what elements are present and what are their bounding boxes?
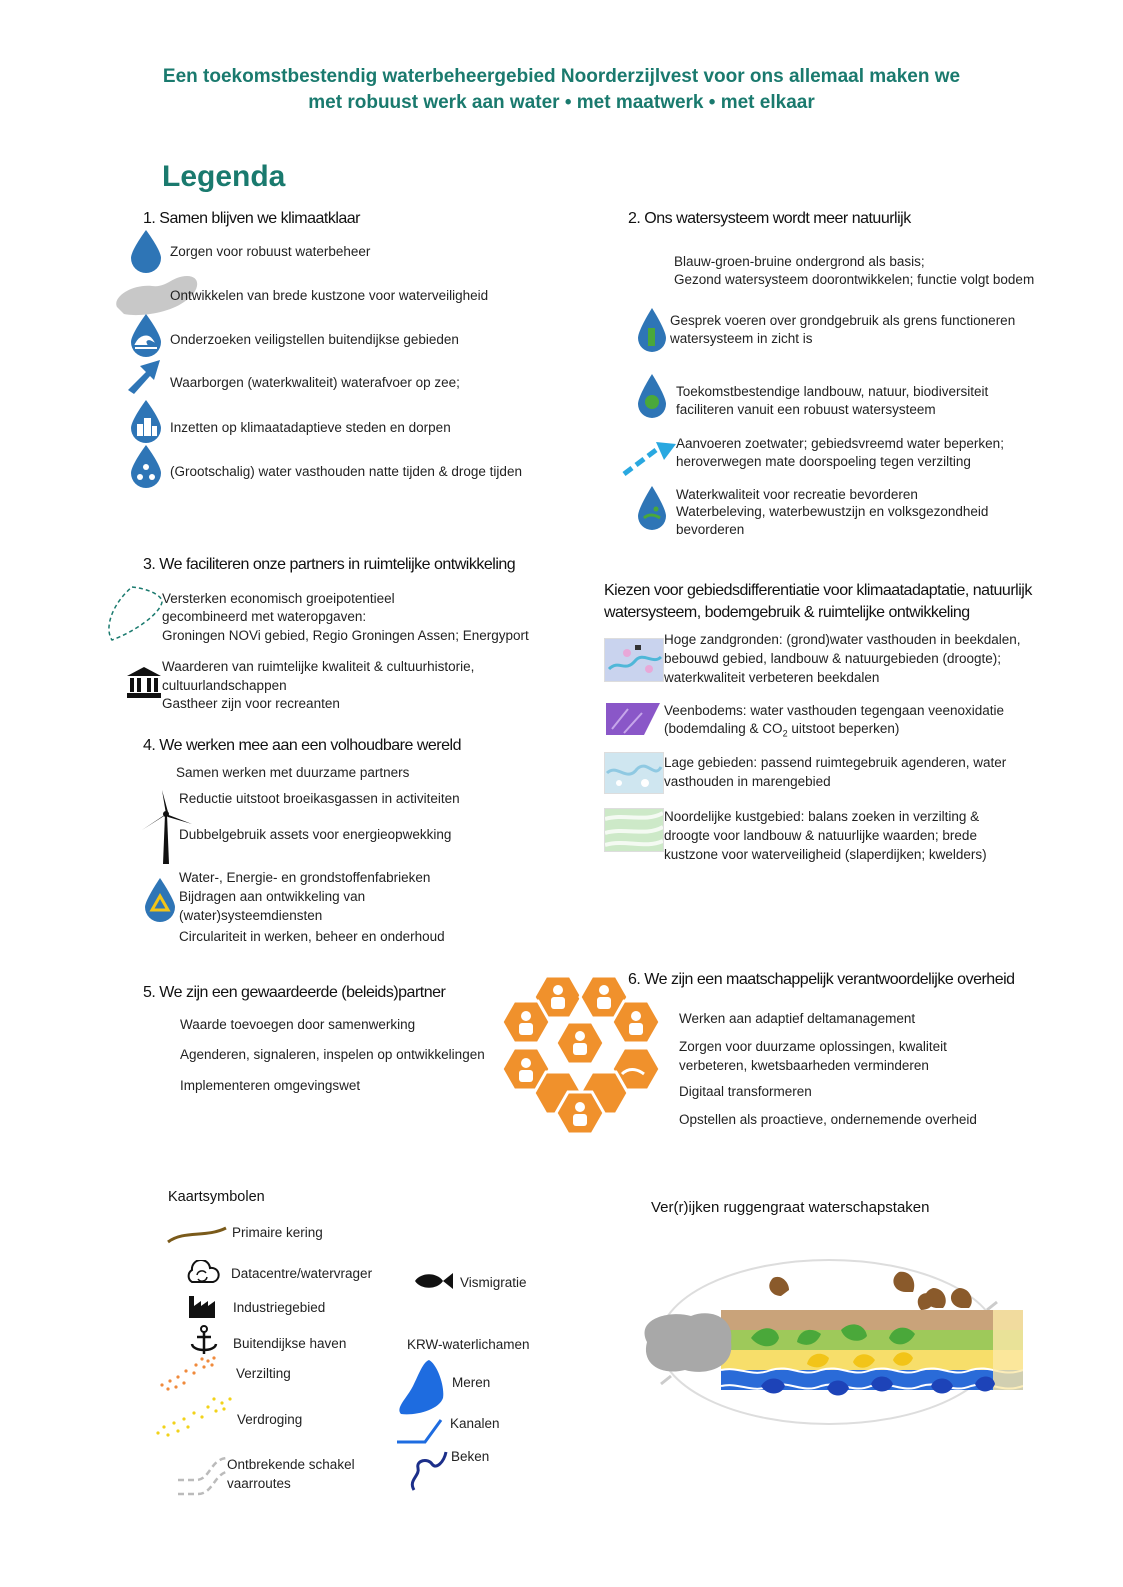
section-5-title: 5. We zijn een gewaardeerde (beleids)partner: [143, 984, 446, 1001]
soil-drop-icon: [636, 306, 668, 354]
legend-title: Legenda: [162, 160, 286, 193]
sym-verzilting: Verzilting: [236, 1366, 291, 1381]
zone-1-line-3: waterkwaliteit verbeteren beekdalen: [664, 670, 880, 685]
s2-item-4-line-3: bevorderen: [676, 522, 745, 537]
primary-dike-line-icon: [166, 1224, 228, 1246]
fish-icon: [411, 1270, 455, 1292]
s1-item-5: Inzetten op klimaatadaptieve steden en dorpen: [170, 420, 451, 435]
s3-item-2-line-1: Waarderen van ruimtelijke kwaliteit & cultuurhistorie,: [162, 659, 475, 674]
water-drop-icon: [128, 228, 164, 274]
zone-2-line-2b: uitstoot beperken): [787, 721, 900, 736]
stakeholder-hexagons-icon: [494, 968, 664, 1138]
recycle-drop-icon: [143, 876, 177, 922]
s1-item-3: Onderzoeken veiligstellen buitendijkse gebieden: [170, 332, 459, 347]
sym-vismigratie: Vismigratie: [460, 1275, 527, 1290]
krw-title: KRW-waterlichamen: [407, 1337, 530, 1352]
s4-item-4: Water-, Energie- en grondstoffenfabrieken: [179, 870, 431, 885]
zone-swatch-sand: [604, 638, 664, 682]
nature-drop-icon: [636, 372, 668, 420]
zone-swatch-peat: [604, 699, 662, 737]
section-3-title: 3. We faciliteren onze partners in ruimtelijke ontwikkeling: [143, 556, 516, 573]
s1-item-1: Zorgen voor robuust waterbeheer: [170, 244, 371, 259]
s5-item-2: Agenderen, signaleren, inspelen op ontwikkelingen: [180, 1047, 485, 1062]
cloud-datacentre-icon: [183, 1260, 221, 1286]
backbone-title: Ver(r)ijken ruggengraat waterschapstaken: [651, 1199, 930, 1216]
s3-item-2-line-2: cultuurlandschappen: [162, 678, 287, 693]
sym-industrie: Industriegebied: [233, 1300, 326, 1315]
missing-link-route-icon: [174, 1450, 230, 1500]
sym-primaire-kering: Primaire kering: [232, 1225, 323, 1240]
s6-item-5: Opstellen als proactieve, ondernemende overheid: [679, 1112, 977, 1127]
zone-3-line-2: vasthouden in marengebied: [664, 774, 831, 789]
s2-item-3-line-2: heroverwegen mate doorspoeling tegen verzilting: [676, 454, 971, 469]
s6-item-1: Werken aan adaptief deltamanagement: [679, 1011, 916, 1026]
sym-haven: Buitendijkse haven: [233, 1336, 347, 1351]
s1-item-2: Ontwikkelen van brede kustzone voor waterveiligheid: [170, 288, 489, 303]
s1-item-4: Waarborgen (waterkwaliteit) waterafvoer op zee;: [170, 375, 460, 390]
section-1-title: 1. Samen blijven we klimaatklaar: [143, 210, 360, 227]
section-6-title: 6. We zijn een maatschappelijk verantwoordelijke overheid: [628, 971, 1015, 988]
header-line-1: Een toekomstbestendig waterbeheergebied Noorderzijlvest voor ons allemaal maken we: [162, 66, 961, 87]
heritage-building-icon: [126, 666, 162, 700]
swimmer-drop-icon: [636, 484, 668, 532]
s5-item-3: Implementeren omgevingswet: [180, 1078, 361, 1093]
s6-item-2: Zorgen voor duurzame oplossingen, kwaliteit: [679, 1039, 947, 1054]
s4-item-6: (water)systeemdiensten: [179, 908, 323, 923]
zone-2-line-2: [664, 720, 899, 743]
drought-dots-icon: [154, 1395, 240, 1439]
header-line-2: met robuust werk aan water • met maatwerk • met elkaar: [308, 92, 815, 113]
s3-item-2-line-3: Gastheer zijn voor recreanten: [162, 696, 340, 711]
zone-1-line-2: bebouwd gebied, landbouw & natuurgebieden (droogte);: [664, 651, 1002, 666]
map-symbols-title: Kaartsymbolen: [168, 1189, 265, 1205]
s4-item-5: Bijdragen aan ontwikkeling van: [179, 889, 366, 904]
sym-ontbrekend-1: Ontbrekende schakel: [227, 1457, 355, 1472]
zone-2-co2-subscript: 2: [782, 728, 788, 739]
s3-item-1-line-2: gecombineerd met wateropgaven:: [162, 609, 367, 624]
sym-meren: Meren: [452, 1375, 491, 1390]
s2-intro-1: Blauw-groen-bruine ondergrond als basis;: [674, 254, 925, 269]
s2-item-4-line-2: Waterbeleving, waterbewustzijn en volksgezondheid: [676, 504, 989, 519]
zone-4-line-2: droogte voor landbouw & natuurlijke waarden; brede: [664, 828, 977, 843]
sym-datacentre: Datacentre/watervrager: [231, 1266, 373, 1281]
s1-item-6: (Grootschalig) water vasthouden natte tijden & droge tijden: [170, 464, 522, 479]
s2-item-4-line-1: Waterkwaliteit voor recreatie bevorderen: [676, 487, 918, 502]
zone-4-line-1: Noordelijke kustgebied: balans zoeken in verzilting &: [664, 809, 980, 824]
s2-item-3-line-1: Aanvoeren zoetwater; gebiedsvreemd water beperken;: [676, 436, 1004, 451]
s6-item-3: verbeteren, kwetsbaarheden verminderen: [679, 1058, 929, 1073]
backbone-illustration: [631, 1246, 1027, 1436]
zone-2-line-2a: (bodemdaling & CO: [664, 721, 783, 736]
sym-ontbrekend-2: vaarroutes: [227, 1476, 291, 1491]
zone-4-line-3: kustzone voor waterveiligheid (slaperdijken; kwelders): [664, 847, 987, 862]
droplets-drop-icon: [128, 443, 164, 489]
anchor-icon: [189, 1324, 219, 1356]
growth-area-outline-icon: [104, 584, 166, 644]
section-4-title: 4. We werken mee aan een volhoudbare wereld: [143, 737, 461, 754]
canal-line-icon: [395, 1416, 447, 1446]
salinization-dots-icon: [158, 1355, 238, 1395]
zone-1-line-1: Hoge zandgronden: (grond)water vasthouden in beekdalen,: [664, 632, 1021, 647]
zone-swatch-low: [604, 752, 664, 794]
arrow-up-right-icon: [124, 352, 164, 398]
s2-item-2-line-1: Toekomstbestendige landbouw, natuur, biodiversiteit: [676, 384, 989, 399]
s4-item-7: Circulariteit in werken, beheer en onderhoud: [179, 929, 445, 944]
s2-item-1-line-2: watersysteem in zicht is: [670, 331, 813, 346]
s5-item-1: Waarde toevoegen door samenwerking: [180, 1017, 416, 1032]
zone-swatch-coast: [604, 808, 664, 852]
sym-beken: Beken: [451, 1449, 490, 1464]
s4-item-1: Samen werken met duurzame partners: [176, 765, 410, 780]
stream-line-icon: [408, 1448, 450, 1492]
diff-title-line-2: watersysteem, bodemgebruik & ruimtelijke ontwikkeling: [604, 604, 970, 621]
factory-icon: [187, 1292, 219, 1320]
s2-intro-2: Gezond watersysteem doorontwikkelen; functie volgt bodem: [674, 272, 1035, 287]
section-2-title: 2. Ons watersysteem wordt meer natuurlijk: [628, 210, 911, 227]
freshwater-arrow-icon: [620, 438, 678, 478]
sym-verdroging: Verdroging: [237, 1412, 303, 1427]
s6-item-4: Digitaal transformeren: [679, 1084, 812, 1099]
diff-title-line-1: Kiezen voor gebiedsdifferentiatie voor klimaatadaptatie, natuurlijk: [604, 582, 1032, 599]
s3-item-1-line-3: Groningen NOVi gebied, Regio Groningen Assen; Energyport: [162, 628, 529, 643]
s4-item-3: Dubbelgebruik assets voor energieopwekking: [179, 827, 452, 842]
lake-shape-icon: [395, 1358, 447, 1418]
s3-item-1-line-1: Versterken economisch groeipotentieel: [162, 591, 395, 606]
zone-3-line-1: Lage gebieden: passend ruimtegebruik agenderen, water: [664, 755, 1007, 770]
city-drop-icon: [128, 398, 164, 444]
zone-2-line-1: Veenbodems: water vasthouden tegengaan veenoxidatie: [664, 703, 1005, 718]
sym-kanalen: Kanalen: [450, 1416, 500, 1431]
s2-item-2-line-2: faciliteren vanuit een robuust watersysteem: [676, 402, 936, 417]
s2-item-1-line-1: Gesprek voeren over grondgebruik als grens functioneren: [670, 313, 1016, 328]
s4-item-2: Reductie uitstoot broeikasgassen in activiteiten: [179, 791, 460, 806]
